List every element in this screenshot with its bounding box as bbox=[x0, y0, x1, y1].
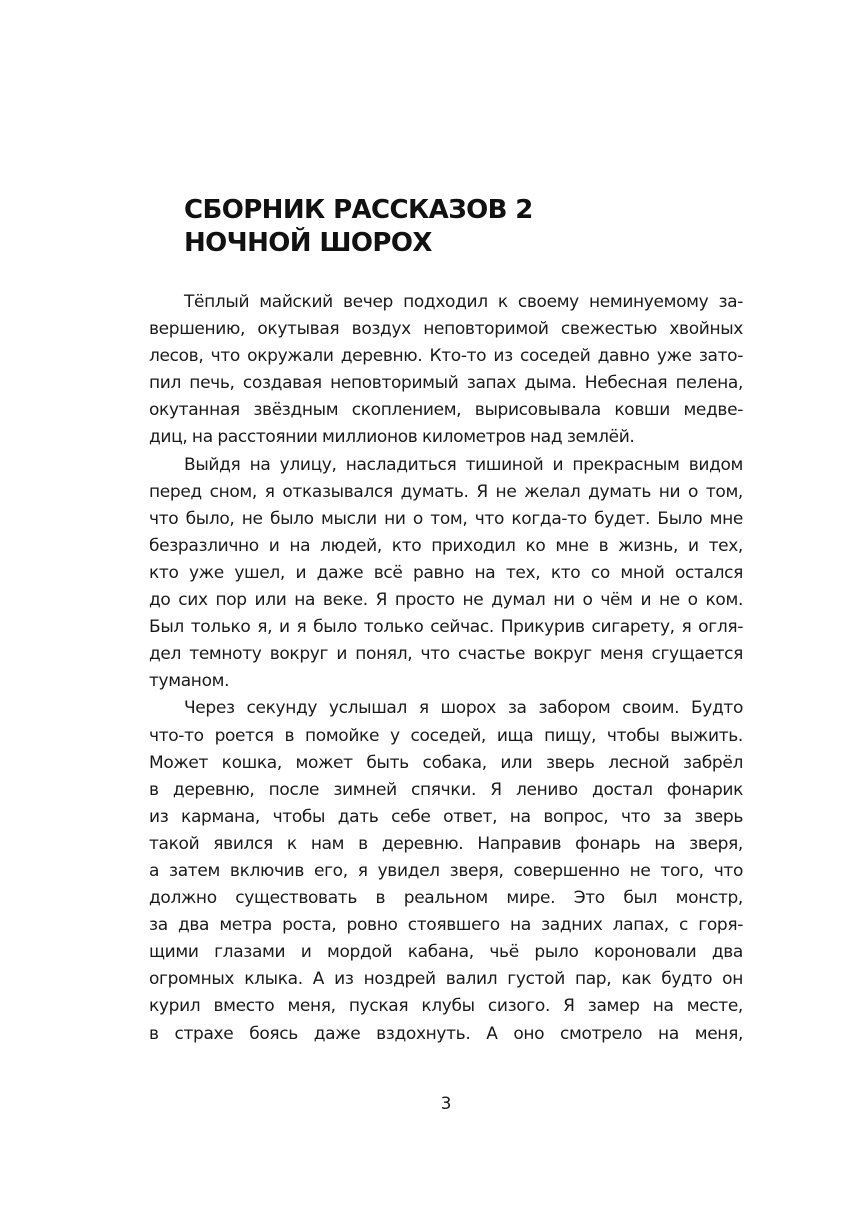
text-line: безразлично и на людей, кто приходил ко мне в жизнь, и тех, bbox=[149, 535, 743, 556]
text-line: в деревню, после зимней спячки. Я лениво достал фонарик bbox=[149, 779, 743, 800]
text-line: пил печь, создавая неповторимый запах дыма. Небесная пелена, bbox=[149, 373, 743, 394]
text-line: вершению, окутывая воздух неповторимой свежестью хвойных bbox=[149, 319, 743, 340]
text-line: курил вместо меня, пуская клубы сизого. Я замер на месте, bbox=[149, 996, 743, 1017]
text-line: что было, не было мысли ни о том, что когда-то будет. Было мне bbox=[149, 508, 743, 529]
text-line: такой явился к нам в деревню. Направив фонарь на зверя, bbox=[149, 833, 743, 854]
text-line: Может кошка, может быть собака, или зверь лесной забрёл bbox=[149, 752, 743, 773]
paragraph-1 bbox=[149, 289, 743, 452]
text-line: диц, на расстоянии миллионов километров над землёй. bbox=[149, 427, 635, 448]
paragraph-3 bbox=[149, 695, 743, 1047]
text-line: из кармана, чтобы дать себе ответ, на вопрос, что за зверь bbox=[149, 806, 743, 827]
text-line: окутанная звёздным скоплением, вырисовывала ковши медве- bbox=[149, 400, 743, 421]
paragraph-2 bbox=[149, 452, 743, 696]
text-line: туманом. bbox=[149, 671, 230, 692]
text-line: должно существовать в реальном мире. Это был монстр, bbox=[149, 888, 743, 909]
text-line: щими глазами и мордой кабана, чьё рыло короновали два bbox=[149, 942, 743, 963]
text-line: что-то роется в помойке у соседей, ища пищу, чтобы выжить. bbox=[149, 725, 743, 746]
text-line: дел темноту вокруг и понял, что счастье вокруг меня сгущается bbox=[149, 644, 743, 665]
story-text bbox=[149, 289, 743, 1048]
text-line: за два метра роста, ровно стоявшего на задних лапах, с горя- bbox=[149, 915, 743, 936]
text-line: а затем включив его, я увидел зверя, совершенно не того, что bbox=[149, 860, 743, 881]
chapter-title bbox=[184, 194, 744, 260]
text-line: в страхе боясь даже вздохнуть. А оно смотрело на меня, bbox=[149, 1023, 743, 1044]
text-line: Был только я, и я было только сейчас. Прикурив сигарету, я огля- bbox=[149, 617, 743, 638]
text-line: кто уже ушел, и даже всё равно на тех, кто со мной остался bbox=[149, 562, 743, 583]
text-line: перед сном, я отказывался думать. Я не желал думать ни о том, bbox=[149, 481, 743, 502]
text-line: Через секунду услышал я шорох за забором своим. Будто bbox=[184, 698, 743, 719]
page-number: 3 bbox=[440, 1094, 452, 1114]
text-line: Выйдя на улицу, насладиться тишиной и прекрасным видом bbox=[184, 454, 743, 475]
text-line: лесов, что окружали деревню. Кто-то из соседей давно уже зато- bbox=[149, 346, 743, 367]
text-line: огромных клыка. А из ноздрей валил густой пар, как будто он bbox=[149, 969, 743, 990]
title-line-1: СБОРНИК РАССКАЗОВ 2 bbox=[184, 195, 533, 225]
title-line-2: НОЧНОЙ ШОРОХ bbox=[184, 228, 432, 258]
text-line: Тёплый майский вечер подходил к своему неминуемому за- bbox=[184, 292, 743, 312]
text-line: до сих пор или на веке. Я просто не думал ни о чём и не о ком. bbox=[149, 590, 743, 611]
